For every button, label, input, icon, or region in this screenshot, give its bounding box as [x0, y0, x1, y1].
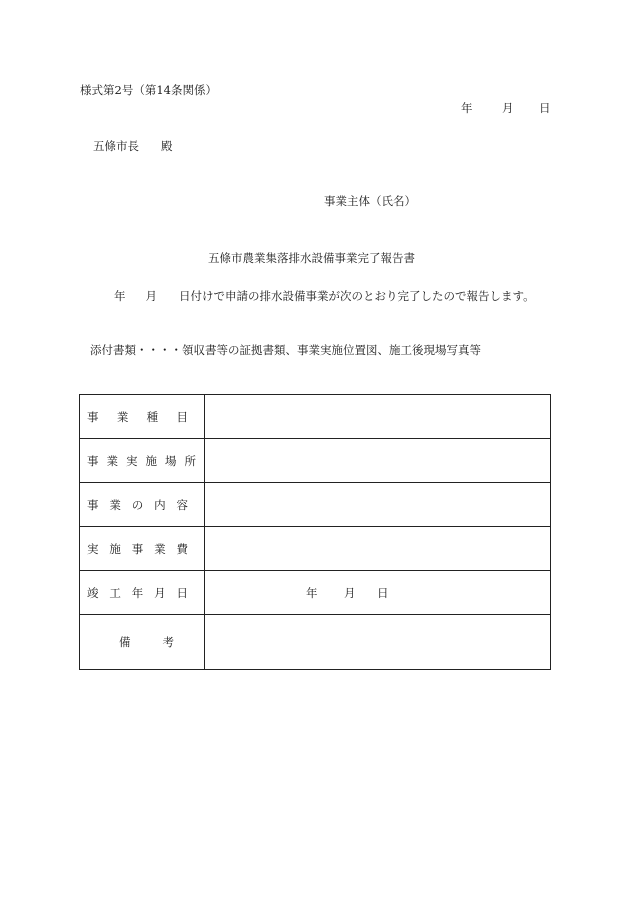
body-year-label: 年	[114, 289, 126, 303]
row-value-field[interactable]	[205, 571, 551, 615]
label-char: 実	[87, 541, 99, 556]
row-label-chars	[87, 409, 204, 425]
body-month-label: 月	[145, 289, 157, 303]
label-char: 考	[162, 635, 174, 649]
label-char: 所	[184, 453, 196, 468]
row-label	[80, 615, 205, 670]
label-char: 種	[146, 409, 159, 424]
completion-date-value	[306, 586, 389, 600]
label-char: 年	[131, 585, 144, 600]
label-char: 備	[119, 635, 131, 649]
label-char: 竣	[87, 585, 99, 600]
date-year-label: 年	[461, 101, 473, 115]
row-label	[80, 439, 205, 483]
label-char: 日	[176, 585, 188, 600]
addressee-honorific: 殿	[161, 139, 173, 153]
label-char: 業	[116, 409, 129, 424]
label-char: 業	[109, 497, 121, 512]
label-char: 事	[87, 497, 99, 512]
row-value-field[interactable]	[205, 615, 551, 670]
body-sentence: 日付けで申請の排水設備事業が次のとおり完了したので報告します。	[179, 289, 535, 303]
date-line	[461, 100, 551, 116]
label-char: 月	[154, 585, 166, 600]
label-char: 事	[87, 453, 99, 468]
row-label-chars	[87, 541, 204, 557]
row-label	[80, 395, 205, 439]
document-title: 五條市農業集落排水設備事業完了報告書	[208, 251, 415, 265]
addressee	[93, 138, 173, 154]
business-cost-row	[80, 527, 551, 571]
form-number: 様式第2号（第14条関係）	[80, 83, 217, 97]
completion-day-label: 日	[377, 585, 389, 600]
row-value-field[interactable]	[205, 439, 551, 483]
label-char: 場	[165, 453, 177, 468]
row-label	[80, 527, 205, 571]
row-label	[80, 483, 205, 527]
row-value-field[interactable]	[205, 395, 551, 439]
label-char: 目	[176, 409, 188, 424]
label-char: の	[131, 497, 144, 512]
date-day-label: 日	[539, 101, 551, 115]
label-char: 事	[87, 409, 99, 424]
completion-year-label: 年	[306, 585, 318, 600]
date-month-label: 月	[502, 101, 514, 115]
label-char: 容	[176, 497, 188, 512]
label-char: 施	[109, 541, 121, 556]
row-value-field[interactable]	[205, 527, 551, 571]
business-type-row	[80, 395, 551, 439]
label-char: 費	[176, 541, 188, 556]
label-char: 事	[131, 541, 144, 556]
addressee-name: 五條市長	[93, 139, 139, 153]
label-char: 実	[126, 453, 138, 468]
row-label-chars	[87, 585, 204, 601]
label-char: 内	[154, 497, 166, 512]
label-char: 施	[145, 453, 157, 468]
completion-month-label: 月	[344, 585, 356, 600]
label-char: 業	[154, 541, 166, 556]
report-table	[79, 394, 551, 670]
remarks-row	[80, 615, 551, 670]
row-label	[80, 571, 205, 615]
business-location-row	[80, 439, 551, 483]
row-label-chars	[87, 497, 204, 513]
completion-date-row	[80, 571, 551, 615]
row-label-chars	[87, 634, 204, 650]
applicant-label: 事業主体（氏名）	[324, 194, 416, 208]
row-label-chars	[87, 453, 204, 469]
business-content-row	[80, 483, 551, 527]
attachments-note: 添付書類・・・・領収書等の証拠書類、事業実施位置図、施工後現場写真等	[90, 343, 481, 357]
body-text	[114, 288, 535, 304]
label-char: 業	[106, 453, 118, 468]
label-char: 工	[109, 585, 121, 600]
row-value-field[interactable]	[205, 483, 551, 527]
